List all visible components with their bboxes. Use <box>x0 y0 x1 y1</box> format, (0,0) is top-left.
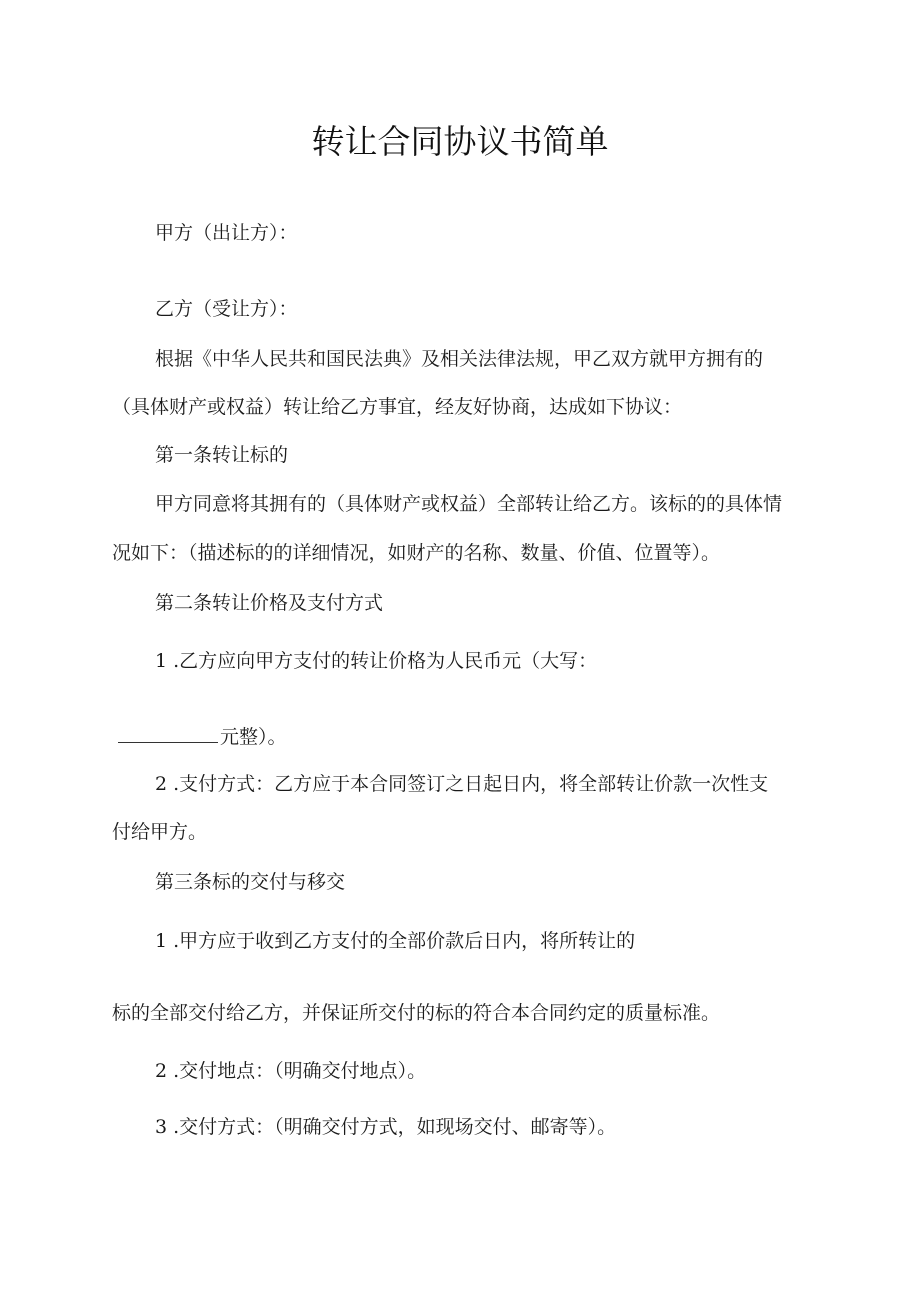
article-2-item-1-continuation <box>118 722 287 750</box>
article-2-item-2-line-2: 付给甲方。 <box>112 821 208 843</box>
party-b-label: 乙方（受让方）： <box>155 298 298 320</box>
article-3-item-1-continuation: 标的全部交付给乙方，并保证所交付的标的符合本合同约定的质量标准。 <box>112 1002 721 1024</box>
article-2-item-1-suffix: 元整）。 <box>220 726 287 748</box>
article-3-heading: 第三条标的交付与移交 <box>155 871 346 893</box>
preamble-line-1: 根据《中华人民共和国民法典》及相关法律法规，甲乙双方就甲方拥有的 <box>155 348 764 370</box>
article-3-item-3: 3 .交付方式：（明确交付方式，如现场交付、邮寄等）。 <box>155 1116 617 1138</box>
article-2-heading: 第二条转让价格及支付方式 <box>155 592 384 614</box>
article-1-line-2: 况如下：（描述标的的详细情况，如财产的名称、数量、价值、位置等）。 <box>112 542 721 564</box>
page-title: 转让合同协议书简单 <box>311 122 609 161</box>
article-1-line-1: 甲方同意将其拥有的（具体财产或权益）全部转让给乙方。该标的的具体情 <box>155 493 783 515</box>
article-3-item-1: 1 .甲方应于收到乙方支付的全部价款后日内，将所转让的 <box>155 930 636 952</box>
amount-blank <box>118 722 218 743</box>
article-3-item-2: 2 .交付地点：（明确交付地点）。 <box>155 1060 427 1082</box>
article-2-item-1: 1 .乙方应向甲方支付的转让价格为人民币元（大写： <box>155 650 598 672</box>
article-2-item-2-line-1: 2 .支付方式：乙方应于本合同签订之日起日内，将全部转让价款一次性支 <box>155 773 769 795</box>
preamble-line-2: （具体财产或权益）转让给乙方事宜，经友好协商，达成如下协议： <box>112 396 683 418</box>
party-a-label: 甲方（出让方）： <box>155 222 298 244</box>
article-1-heading: 第一条转让标的 <box>155 444 289 466</box>
